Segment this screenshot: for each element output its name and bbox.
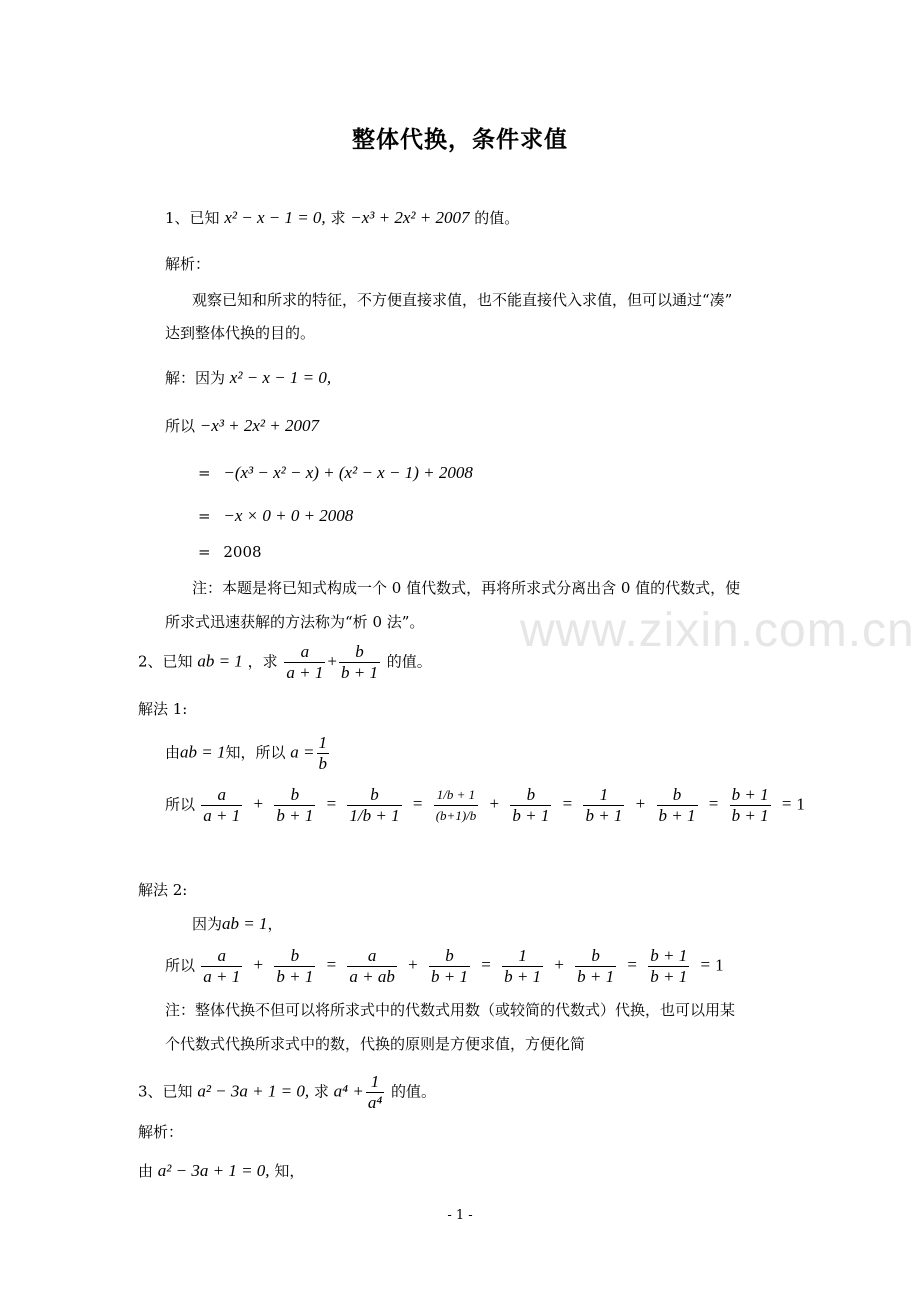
equals-sign: = — [198, 464, 211, 482]
frac: $\frac{b}{b + 1}$ — [658, 785, 696, 825]
step-3-value: 2008 — [223, 543, 262, 561]
frac: $\frac{1}{b + 1}$ — [585, 785, 623, 825]
problem-1-label: 1、已知 — [165, 209, 220, 227]
method-2-derivation: 所以 $\frac{a}{a + 1}$ + $\frac{b}{b + 1}$ = $\frac{a}{a + ab}$ + $\frac{b}{b + 1}$ = $\frac{1}{b + 1}$ + $\frac{b}{b + 1}$ = $\frac{b + 1}{b + 1}$ = 1 — [165, 946, 724, 986]
frac: $\frac{b + 1}{b + 1}$ — [650, 946, 688, 986]
fraction-a-over-a-plus-1: $\frac{a}{a + 1}$ — [286, 642, 324, 682]
frac-b-over-1b-plus-1: $\frac{b}{1/b + 1}$ — [349, 785, 400, 825]
frac: $\frac{b}{b + 1}$ — [431, 946, 468, 986]
problem-1-condition: x² − x − 1 = 0, — [224, 208, 326, 227]
problem-2-statement: 2、已知 ab = 1 ，求 $\frac{a}{a + 1}$ + $\frac{b}{b + 1}$ 的值。 — [138, 642, 432, 682]
solution-label: 解：因为 — [165, 369, 226, 387]
method-1-line-1: 由ab = 1知，所以 a = $\frac{1}{b}$ — [165, 733, 328, 773]
method-1-label: 解法 1: — [138, 700, 188, 718]
note-2-line-1: 注：整体代换不但可以将所求式中的代数式用数（或较简的代数式）代换，也可以用某 — [165, 1001, 736, 1019]
frac: $\frac{1}{b + 1}$ — [504, 946, 542, 986]
observation-line-2: 达到整体代换的目的。 — [165, 324, 316, 342]
method-2-label: 解法 2: — [138, 881, 188, 899]
problem-1-req: 求 — [330, 209, 346, 227]
so-line — [165, 416, 319, 436]
result: 1 — [796, 794, 805, 814]
result: 1 — [715, 955, 724, 975]
problem-1-expression: −x³ + 2x² + 2007 — [350, 208, 470, 227]
so-expression: −x³ + 2x² + 2007 — [199, 416, 319, 435]
equals-sign: = — [198, 543, 211, 561]
solution-condition: x² − x − 1 = 0, — [229, 368, 332, 387]
complex-fraction: $\frac{1/b + 1}{(b+1)/b}$ — [434, 785, 479, 826]
equals-sign: = — [198, 507, 211, 525]
fraction-b-over-b-plus-1: $\frac{b}{b + 1}$ — [340, 642, 378, 682]
note-1-line-1: 注：本题是将已知式构成一个 0 值代数式，再将所求式分离出含 0 值的代数式，使 — [192, 579, 741, 597]
note-2-line-2: 个代数式代换所求式中的数，代换的原则是方便求值，方便化简 — [165, 1035, 586, 1053]
method-2-line-1: 因为ab = 1， — [192, 914, 283, 933]
problem-3-label: 3、已知 — [138, 1082, 193, 1101]
problem-2-label: 2、已知 — [138, 652, 193, 671]
frac: $\frac{b}{b + 1}$ — [276, 785, 314, 825]
problem-3-line: 由 a² − 3a + 1 = 0, 知， — [138, 1161, 305, 1180]
frac: $\frac{a}{a + ab}$ — [349, 946, 395, 986]
frac: $\frac{b}{b + 1}$ — [577, 946, 615, 986]
method-1-derivation: 所以 $\frac{a}{a + 1}$ + $\frac{b}{b + 1}$ = $\frac{b}{1/b + 1}$ = $\frac{1/b + 1}{(b+1)/b}$ + $\frac{b}{b + 1}$ = $\frac{1}{b + 1}$ + $\frac{b}{b + 1}$ = $\frac{b + 1}{b + 1}$ = 1 — [165, 785, 805, 825]
problem-2-req: ，求 — [247, 652, 278, 671]
analysis-label-3: 解析： — [138, 1123, 184, 1141]
frac: $\frac{b + 1}{b + 1}$ — [731, 785, 769, 825]
fraction-1-over-a4: $\frac{1}{\text{a⁴}}$ — [367, 1072, 383, 1112]
step-2-expression: −x × 0 + 0 + 2008 — [223, 506, 354, 525]
problem-3-statement: 3、已知 a² − 3a + 1 = 0, 求 a⁴ + $\frac{1}{\text{a⁴}}$ 的值。 — [138, 1072, 437, 1112]
page-title: 整体代换，条件求值 — [352, 127, 568, 153]
problem-3-suffix: 的值。 — [391, 1082, 437, 1101]
frac: $\frac{b}{b + 1}$ — [512, 785, 550, 825]
watermark: www.zixin.com.cn — [520, 604, 915, 657]
fraction-1-over-b: $\frac{1}{b}$ — [318, 733, 328, 773]
frac: $\frac{b}{b + 1}$ — [276, 946, 314, 986]
step-2 — [198, 506, 353, 526]
step-1-expression: −(x³ − x² − x) + (x² − x − 1) + 2008 — [223, 463, 473, 482]
problem-1-suffix: 的值。 — [474, 209, 520, 227]
frac: $\frac{a}{a + 1}$ — [203, 946, 241, 986]
observation-line-1: 观察已知和所求的特征，不方便直接求值，也不能直接代入求值，但可以通过“凑” — [192, 291, 733, 309]
so-label: 所以 — [165, 417, 196, 435]
step-1 — [198, 463, 473, 483]
problem-3-condition: a² − 3a + 1 = 0, — [197, 1081, 310, 1101]
note-1-line-2: 所求式迅速获解的方法称为“析 0 法”。 — [165, 613, 425, 631]
frac: $\frac{a}{a + 1}$ — [203, 785, 241, 825]
analysis-label: 解析： — [165, 255, 211, 273]
solution-line — [165, 368, 331, 388]
problem-3-expression: a⁴ + — [333, 1081, 364, 1101]
problem-1-statement — [165, 208, 519, 228]
page-number: - 1 - — [447, 1208, 473, 1223]
problem-2-suffix: 的值。 — [386, 652, 432, 671]
step-3 — [198, 542, 262, 562]
problem-2-condition: ab = 1 — [197, 651, 243, 671]
